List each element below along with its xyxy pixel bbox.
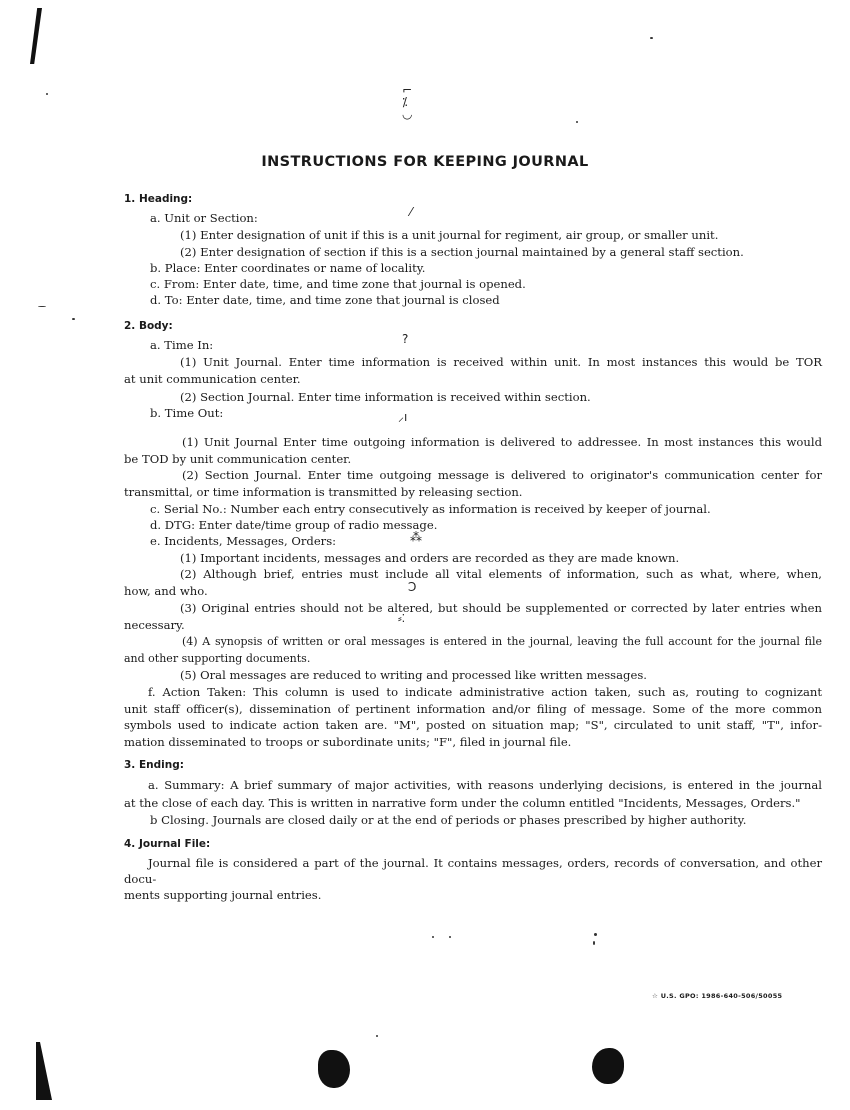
ending-item-a-line1: a. Summary: A brief summary of major activities, with reasons underlying decisions, is entered in the journal <box>148 778 822 792</box>
handwritten-mark: ⁂ <box>410 530 422 544</box>
body-item-b1-line2: be TOD by unit communication center. <box>124 452 352 466</box>
body-item-d: d. DTG: Enter date/time group of radio message. <box>150 518 438 532</box>
body-item-e3-line1: (3) Original entries should not be altered, but should be supplemented or corrected by later entries when <box>180 601 822 615</box>
body-item-e2-line1: (2) Although brief, entries must include all vital elements of information, such as what, where, when, <box>180 567 822 581</box>
body-item-e4-line1: (4) A synopsis of written or oral messages is entered in the journal, leaving the full account for the journal file <box>182 635 822 648</box>
handwritten-mark: ⌐ ⁒ ◡ <box>402 83 413 121</box>
speck <box>72 318 75 320</box>
heading-item-d: d. To: Enter date, time, and time zone that journal is closed <box>150 293 500 307</box>
body-item-e2-line2: how, and who. <box>124 584 208 598</box>
body-item-b2-line2: transmittal, or time information is transmitted by releasing section. <box>124 485 523 499</box>
journal-file-line2: ments supporting journal entries. <box>124 888 322 902</box>
handwritten-mark: Ͻ <box>408 580 417 594</box>
handwritten-mark: ⸗⁚ <box>398 612 406 625</box>
body-item-b2-line1: (2) Section Journal. Enter time outgoing message is delivered to originator's communication center for <box>182 468 822 482</box>
body-item-f-line4: mation disseminated to troops or subordinate units; "F", filed in journal file. <box>124 734 572 749</box>
speck <box>650 37 653 39</box>
ending-item-b: b Closing. Journals are closed daily or at the end of periods or phases prescribed by higher authority. <box>150 813 747 827</box>
body-item-e4 <box>124 633 822 667</box>
body-item-e3 <box>124 600 822 634</box>
speck <box>46 93 48 95</box>
heading-item-a2: (2) Enter designation of section if this is a section journal maintained by a general staff section. <box>180 245 744 259</box>
journal-file-text <box>124 855 822 903</box>
page-title: INSTRUCTIONS FOR KEEPING JOURNAL <box>261 154 589 170</box>
body-item-f <box>124 684 822 750</box>
handwritten-mark: ⸝ı <box>398 410 408 424</box>
heading-item-a1: (1) Enter designation of unit if this is a unit journal for regiment, air group, or smaller unit. <box>180 228 719 242</box>
ending-item-a <box>124 776 822 812</box>
punch-hole-right <box>592 1048 624 1084</box>
body-item-b1 <box>124 434 822 468</box>
body-item-c: c. Serial No.: Number each entry consecutively as information is received by keeper of journal. <box>150 502 711 516</box>
speck <box>594 933 597 936</box>
speck <box>593 941 595 945</box>
handwritten-mark: ? <box>402 332 409 346</box>
body-item-a1-line1: (1) Unit Journal. Enter time information is received within unit. In most instances this would be TOR <box>180 355 822 369</box>
body-item-a: a. Time In: <box>150 338 214 352</box>
ending-item-a-line2: at the close of each day. This is written in narrative form under the column entitled "Incidents, Messages, Orders." <box>124 796 801 810</box>
journal-file-line1: Journal file is considered a part of the journal. It contains messages, orders, records of conversation, and other docu- <box>124 856 822 886</box>
section-body-label: 2. Body: <box>124 320 173 332</box>
body-item-a1-line2: at unit communication center. <box>124 372 301 386</box>
section-heading-label: 1. Heading: <box>124 193 193 205</box>
printer-imprint: ☆ U.S. GPO: 1986-640-506/50055 <box>652 992 783 1000</box>
heading-item-a: a. Unit or Section: <box>150 211 258 225</box>
speck <box>376 1035 378 1037</box>
body-item-e4-line2: and other supporting documents. <box>124 652 311 665</box>
speck <box>38 306 46 307</box>
body-item-f-line3: symbols used to indicate action taken are. "M", posted on situation map; "S", circulated to unit staff, "T", infor- <box>124 718 822 732</box>
section-ending-label: 3. Ending: <box>124 759 184 771</box>
scan-mark-top-left <box>30 8 42 64</box>
section-journal-file-label: 4. Journal File: <box>124 838 211 850</box>
body-item-a1 <box>124 354 822 388</box>
body-item-e1: (1) Important incidents, messages and orders are recorded as they are made known. <box>180 551 680 565</box>
body-item-e3-line2: necessary. <box>124 618 185 632</box>
body-item-f-line2: unit staff officer(s), dissemination of pertinent information and/or filing of message. Some of the more common <box>124 701 822 716</box>
heading-item-c: c. From: Enter date, time, and time zone that journal is opened. <box>150 277 526 291</box>
speck <box>449 936 451 938</box>
body-item-b: b. Time Out: <box>150 406 224 420</box>
scan-mark-bottom-left <box>36 1042 52 1100</box>
body-item-f-line1: f. Action Taken: This column is used to indicate administrative action taken, such as, routing to cognizant <box>148 685 822 699</box>
heading-item-b: b. Place: Enter coordinates or name of locality. <box>150 261 426 275</box>
body-item-a2: (2) Section Journal. Enter time information is received within section. <box>180 390 591 404</box>
body-item-e2 <box>124 566 822 600</box>
body-item-b2 <box>124 467 822 501</box>
body-item-e: e. Incidents, Messages, Orders: <box>150 534 337 548</box>
speck <box>576 121 578 123</box>
punch-hole-left <box>318 1050 350 1088</box>
speck <box>432 936 434 938</box>
handwritten-mark: ⁄ <box>410 205 413 219</box>
body-item-e5: (5) Oral messages are reduced to writing and processed like written messages. <box>180 668 647 682</box>
body-item-b1-line1: (1) Unit Journal Enter time outgoing information is delivered to addressee. In most instances this would <box>182 435 822 449</box>
